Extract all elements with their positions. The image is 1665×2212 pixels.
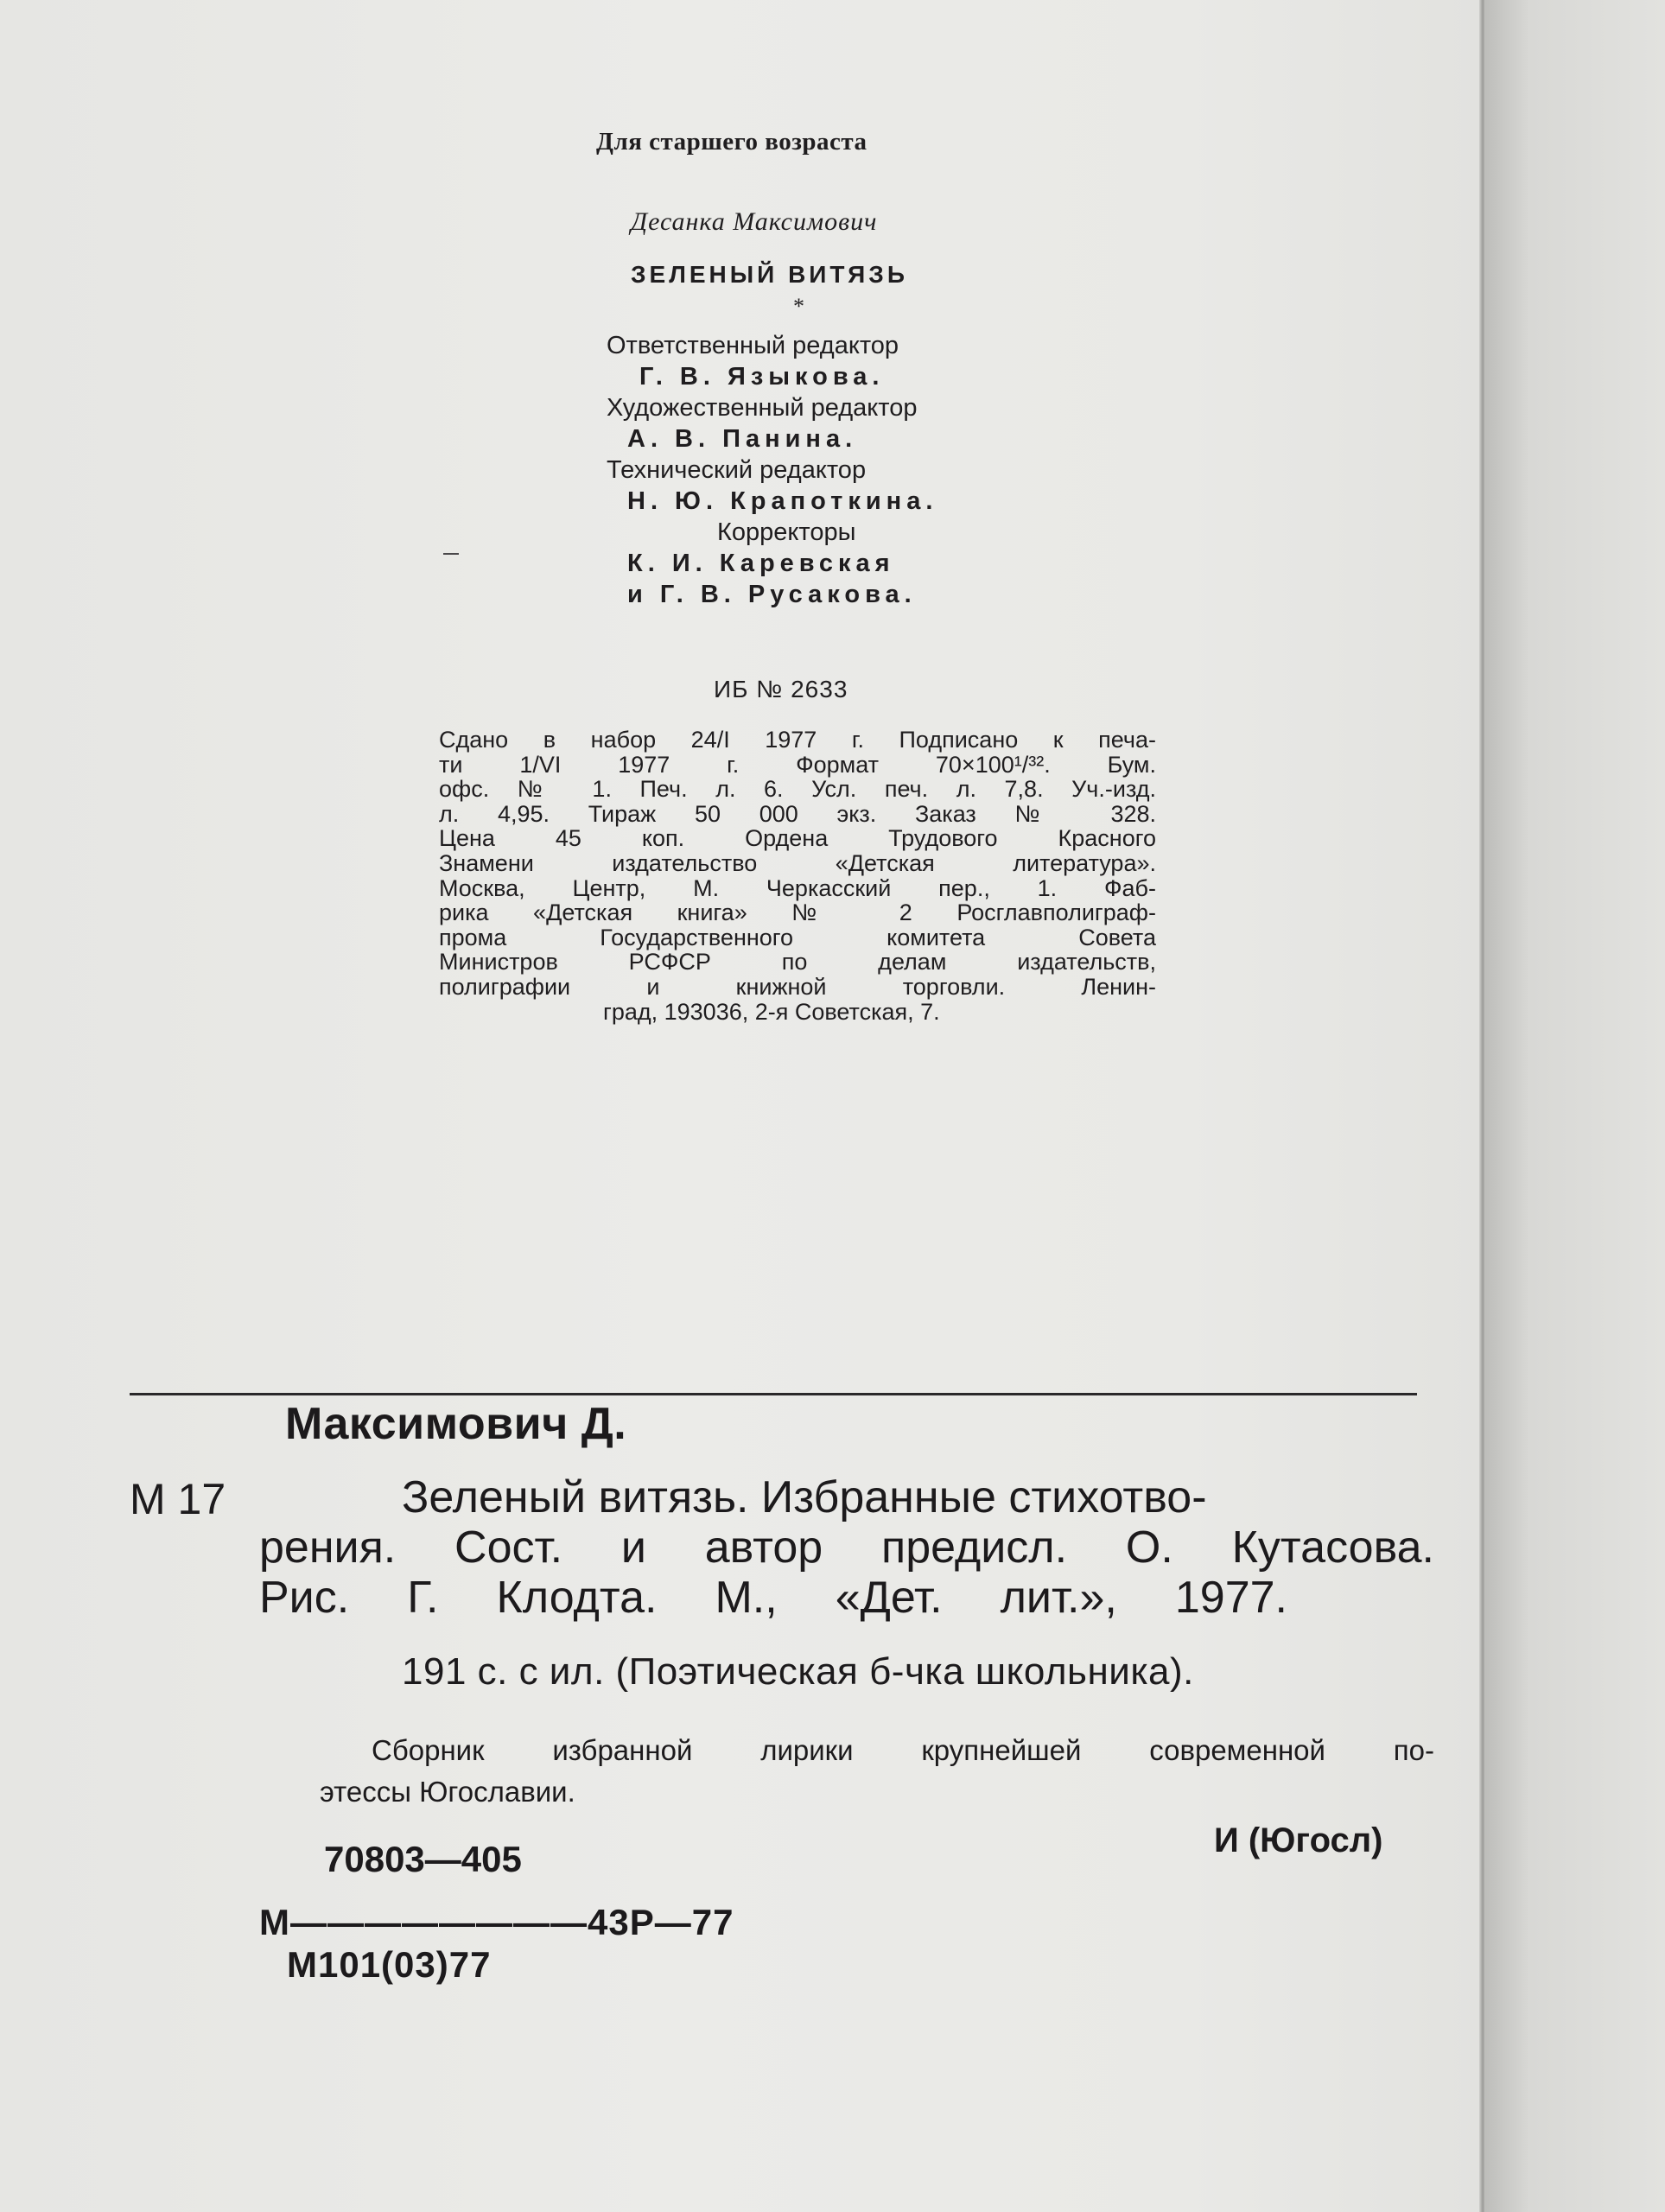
publication-line: Знамени издательство «Детская литература». [439,849,1156,876]
pages-series-line: 191 с. с ил. (Поэтическая б-чка школьника). [402,1650,1194,1693]
imprint-author: Десанка Максимович [631,207,878,236]
card-author-heading: Максимович Д. [285,1399,627,1449]
publication-line: Москва, Центр, М. Черкасский пер., 1. Фаб- [439,874,1156,901]
age-recommendation: Для старшего возраста [596,128,867,156]
annotation-line: этессы Югославии. [320,1776,575,1808]
publication-line: рика «Детская книга» № 2 Росглавполиграф- [439,899,1156,926]
publication-line: л. 4,95. Тираж 50 000 экз. Заказ № 328. [439,800,1156,827]
publication-line: Цена 45 коп. Ордена Трудового Красного [439,825,1156,852]
credit-role: Художественный редактор [607,394,918,422]
annotation-line: Сборник избранной лирики крупнейшей современной по- [372,1734,1434,1766]
credit-role: Ответственный редактор [607,332,899,359]
language-index: И (Югосл) [1214,1821,1383,1859]
publication-line: ти 1/VI 1977 г. Формат 70×100¹/³². Бум. [439,751,1156,778]
publication-line: град, 193036, 2-я Советская, 7. [603,998,940,1025]
ib-number: ИБ № 2633 [714,676,848,702]
imprint-title: ЗЕЛЕНЫЙ ВИТЯЗЬ [631,261,908,288]
credit-role: Технический редактор [607,456,867,484]
credit-role: Корректоры [717,518,856,546]
index-line: М101(03)77 [287,1944,492,1985]
next-page-edge [1484,0,1665,2212]
description-line: рения. Сост. и автор предисл. О. Кутасова. [259,1522,1434,1573]
credit-name: Н. Ю. Крапоткина. [627,487,938,515]
index-line: 70803—405 [324,1839,522,1879]
credits-list [596,330,1045,610]
publication-line: полиграфии и книжной торговли. Ленин- [439,973,1156,1000]
credit-name: и Г. В. Русакова. [627,581,917,608]
classification-code: М 17 [130,1475,226,1523]
description-line: Рис. Г. Клодта. М., «Дет. лит.», 1977. [259,1573,1287,1623]
description-line: Зеленый витязь. Избранные стихотво- [402,1472,1207,1522]
credit-name: Г. В. Языкова. [639,363,885,391]
credit-name: А. В. Панина. [627,425,858,453]
credit-name: К. И. Каревская [627,550,895,577]
publication-details [439,728,1156,1024]
publication-line: Сдано в набор 24/I 1977 г. Подписано к печа- [439,727,1156,753]
card-annotation [259,1730,1434,1813]
publication-line: офс. № 1. Печ. л. 6. Усл. печ. л. 7,8. Уч.-изд. [439,776,1156,803]
separator-asterisk: * [793,294,804,319]
publication-line: Министров РСФСР по делам издательств, [439,949,1156,976]
index-line: М————————43Р—77 [259,1902,734,1942]
publication-line: прома Государственного комитета Совета [439,924,1156,950]
stray-mark [443,553,459,555]
card-divider-rule [130,1393,1417,1395]
card-description [259,1472,1434,1623]
